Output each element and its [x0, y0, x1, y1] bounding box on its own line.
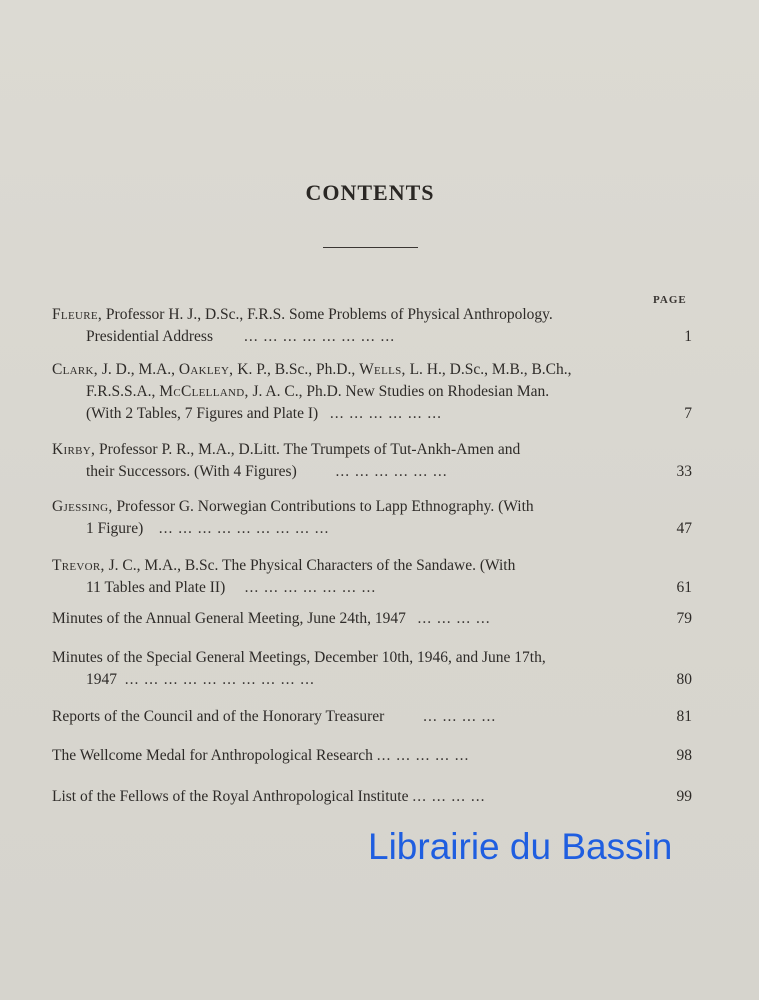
entry-text: L. H., D.Sc., M.B., B.Ch., [405, 361, 572, 378]
entry-text: Professor P. R., M.A., D.Litt. The Trumpets of Tut-Ankh-Amen and [95, 441, 521, 458]
page-number: 61 [676, 579, 692, 596]
entry-text: F.R.S.S.A., [86, 383, 160, 400]
leader-dots: ... ... ... ... ... ... ... ... ... [158, 520, 330, 537]
page-number: 7 [684, 405, 692, 422]
author-name: Clark, [52, 361, 98, 378]
author-name: McClelland, [159, 383, 249, 400]
page-number: 99 [676, 788, 692, 805]
leader-dots: ... ... ... ... [423, 708, 497, 725]
page-number: 1 [684, 328, 692, 345]
contents-entry [52, 304, 692, 348]
entry-text: Minutes of the Annual General Meeting, June 24th, 1947 [52, 610, 406, 627]
leader-dots: ... ... ... ... ... ... [335, 463, 448, 480]
entry-text: J. A. C., Ph.D. New Studies on Rhodesian Man. [248, 383, 550, 400]
title-rule [323, 247, 418, 248]
contents-entry [52, 786, 692, 808]
page-number: 81 [676, 708, 692, 725]
entry-text: The Wellcome Medal for Anthropological Research [52, 747, 373, 764]
author-name: Gjessing, [52, 498, 113, 515]
contents-entry [52, 706, 692, 728]
leader-dots: ... ... ... ... [417, 610, 491, 627]
entry-text: J. D., M.A., [97, 361, 179, 378]
watermark: Librairie du Bassin [368, 826, 673, 867]
leader-dots: ... ... ... ... ... ... ... ... [244, 328, 396, 345]
leader-dots: ... ... ... ... ... ... [329, 405, 442, 422]
entry-text: 1947 [86, 671, 117, 688]
page-number: 80 [676, 671, 692, 688]
entry-text: K. P., B.Sc., Ph.D., [233, 361, 360, 378]
entry-text: Professor H. J., D.Sc., F.R.S. Some Problems of Physical Anthropology. [102, 306, 553, 323]
contents-entry [52, 647, 692, 691]
entry-text: Minutes of the Special General Meetings, December 10th, 1946, and June 17th, [52, 649, 546, 666]
leader-dots: ... ... ... ... ... [376, 747, 470, 764]
page-number: 79 [676, 610, 692, 627]
leader-dots: ... ... ... ... ... ... ... ... ... ... [124, 671, 315, 688]
entry-text: List of the Fellows of the Royal Anthropological Institute [52, 788, 409, 805]
entry-text: Professor G. Norwegian Contributions to Lapp Ethnography. (With [112, 498, 534, 515]
entry-text: their Successors. (With 4 Figures) [86, 463, 297, 480]
entry-text: 1 Figure) [86, 520, 144, 537]
page-column-header: PAGE [653, 294, 687, 306]
page-title: CONTENTS [305, 180, 435, 205]
contents-entry [52, 555, 692, 599]
contents-entry [52, 439, 692, 483]
entry-text: Reports of the Council and of the Honorary Treasurer [52, 708, 385, 725]
contents-entry [52, 496, 692, 540]
author-name: Kirby, [52, 441, 96, 458]
author-name: Wells, [359, 361, 406, 378]
page-number: 47 [676, 520, 692, 537]
contents-entry [52, 745, 692, 767]
page-number: 33 [676, 463, 692, 480]
author-name: Trevor, [52, 557, 105, 574]
leader-dots: ... ... ... ... ... ... ... [244, 579, 377, 596]
page-number: 98 [676, 747, 692, 764]
author-name: Fleure, [52, 306, 103, 323]
contents-entry [52, 608, 692, 630]
entry-text: J. C., M.A., B.Sc. The Physical Characters of the Sandawe. (With [104, 557, 516, 574]
entry-text: Presidential Address [86, 328, 213, 345]
leader-dots: ... ... ... ... [412, 788, 486, 805]
contents-entry [52, 359, 692, 425]
entry-text: 11 Tables and Plate II) [86, 579, 226, 596]
author-name: Oakley, [178, 361, 234, 378]
entry-text: (With 2 Tables, 7 Figures and Plate I) [86, 405, 319, 422]
